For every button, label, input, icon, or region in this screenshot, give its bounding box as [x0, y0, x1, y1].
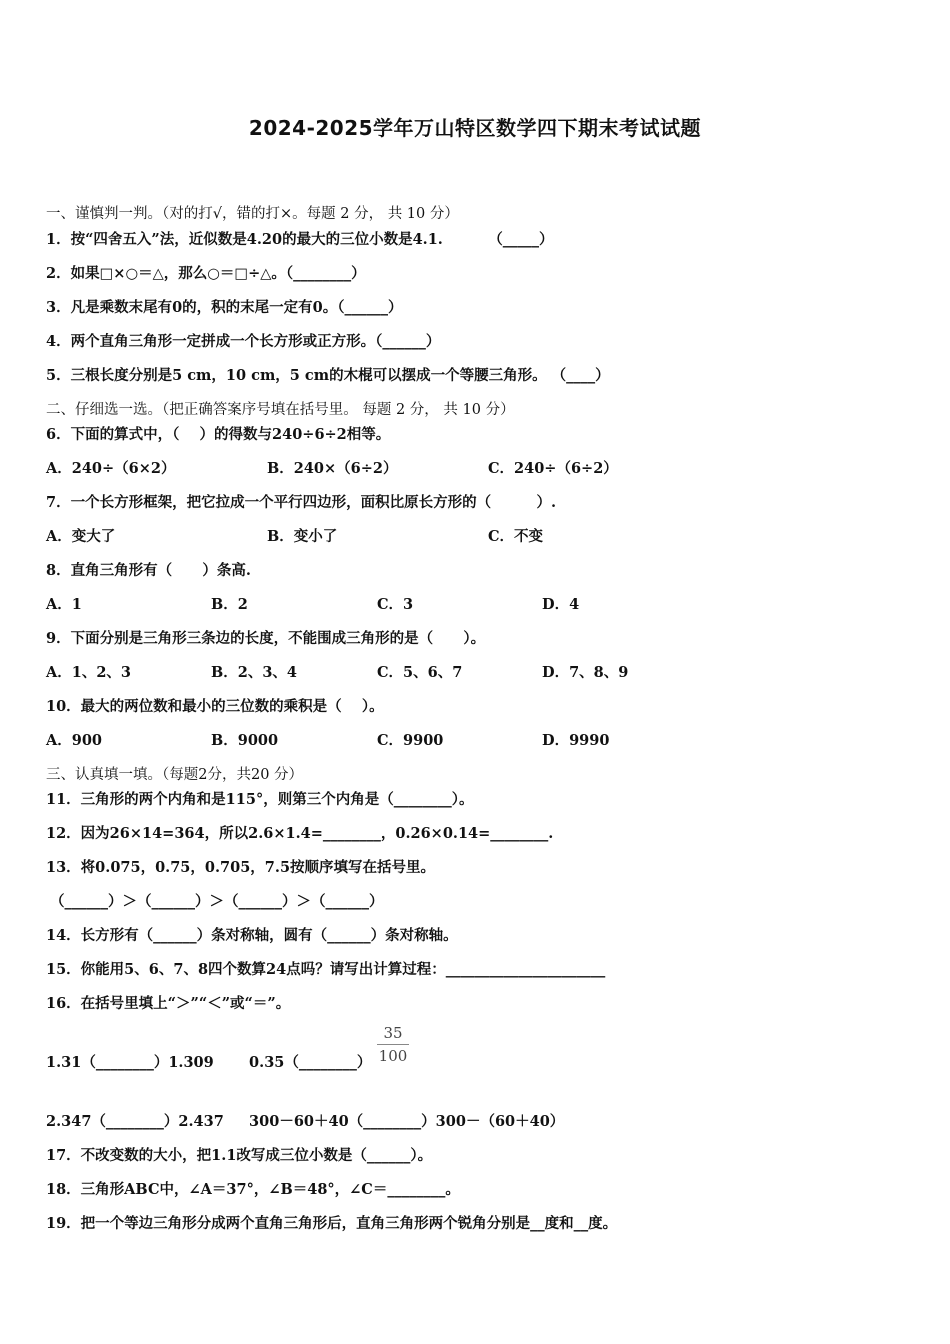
- question-13: 13．将0.075，0.75，0.705，7.5按顺序填写在括号里。: [46, 859, 436, 876]
- q6-option-c: C．240÷（6÷2）: [488, 460, 618, 477]
- question-3: 3．凡是乘数末尾有0的，积的末尾一定有0。（______）: [46, 299, 403, 316]
- question-14: 14．长方形有（______）条对称轴，圆有（______）条对称轴。: [46, 927, 458, 944]
- question-5: 5．三根长度分别是5 cm，10 cm，5 cm的木棍可以摆成一个等腰三角形。 （____）: [46, 367, 610, 384]
- q9-option-a: A．1、2、3: [46, 664, 132, 681]
- q10-option-d: D．9990: [542, 732, 610, 749]
- question-10: 10．最大的两位数和最小的三位数的乘积是（ ）。: [46, 698, 384, 715]
- question-11: 11．三角形的两个内角和是115°，则第三个内角是（________）。: [46, 791, 474, 808]
- question-8: 8．直角三角形有（ ）条高.: [46, 562, 251, 579]
- question-7: 7．一个长方形框架，把它拉成一个平行四边形，面积比原长方形的（ ）.: [46, 494, 557, 511]
- q8-option-c: C．3: [377, 596, 414, 613]
- question-16-row-1: 1.31（________）1.309 0.35（________）: [46, 1054, 372, 1071]
- question-18: 18．三角形ABC中，∠A＝37°，∠B＝48°，∠C＝________。: [46, 1181, 460, 1198]
- fraction-35-100: [377, 1024, 409, 1065]
- question-15: 15．你能用5、6、7、8四个数算24点吗？请写出计算过程：______________________: [46, 961, 606, 978]
- q6-option-a: A．240÷（6×2）: [46, 460, 176, 477]
- q10-option-c: C．9900: [377, 732, 444, 749]
- question-17: 17．不改变数的大小，把1.1改写成三位小数是（______）。: [46, 1147, 433, 1164]
- fraction-numerator: 35: [383, 1024, 403, 1042]
- question-16-row-2: 2.347（________）2.437 300－60＋40（________）300－（60＋40）: [46, 1113, 565, 1130]
- q10-option-a: A．900: [46, 732, 103, 749]
- fraction-denominator: 100: [378, 1047, 408, 1065]
- section-3-heading: 三、认真填一填。（每题2分，共20 分）: [46, 767, 304, 783]
- q10-option-b: B．9000: [211, 732, 279, 749]
- question-2: 2．如果□×○＝△，那么○＝□÷△。（________）: [46, 265, 366, 282]
- q7-option-c: C．不变: [488, 528, 544, 545]
- question-1: 1．按“四舍五入”法，近似数是4.20的最大的三位小数是4.1. （_____）: [46, 231, 554, 248]
- q7-option-b: B．变小了: [267, 528, 338, 545]
- q9-option-d: D．7、8、9: [542, 664, 629, 681]
- q8-option-d: D．4: [542, 596, 580, 613]
- section-2-heading: 二、仔细选一选。（把正确答案序号填在括号里。 每题 2 分， 共 10 分）: [46, 402, 515, 418]
- q8-option-a: A．1: [46, 596, 82, 613]
- section-1-heading: 一、谨慎判一判。（对的打√，错的打×。每题 2 分， 共 10 分）: [46, 206, 459, 222]
- question-19: 19．把一个等边三角形分成两个直角三角形后，直角三角形两个锐角分别是__度和__度。: [46, 1215, 618, 1232]
- q7-option-a: A．变大了: [46, 528, 116, 545]
- question-9: 9．下面分别是三角形三条边的长度，不能围成三角形的是（ ）。: [46, 630, 486, 647]
- question-13-blanks: （______）＞（______）＞（______）＞（______）: [50, 893, 384, 910]
- question-12: 12．因为26×14=364，所以2.6×1.4=________，0.26×0.14=________.: [46, 825, 554, 842]
- q9-option-b: B．2、3、4: [211, 664, 298, 681]
- question-6: 6．下面的算式中，（ ）的得数与240÷6÷2相等。: [46, 426, 391, 443]
- q8-option-b: B．2: [211, 596, 248, 613]
- page-title: 2024-2025学年万山特区数学四下期末考试试题: [248, 116, 702, 140]
- q9-option-c: C．5、6、7: [377, 664, 463, 681]
- q6-option-b: B．240×（6÷2）: [267, 460, 398, 477]
- question-4: 4．两个直角三角形一定拼成一个长方形或正方形。（______）: [46, 333, 441, 350]
- question-16: 16．在括号里填上“＞”“＜”或“＝”。: [46, 995, 291, 1012]
